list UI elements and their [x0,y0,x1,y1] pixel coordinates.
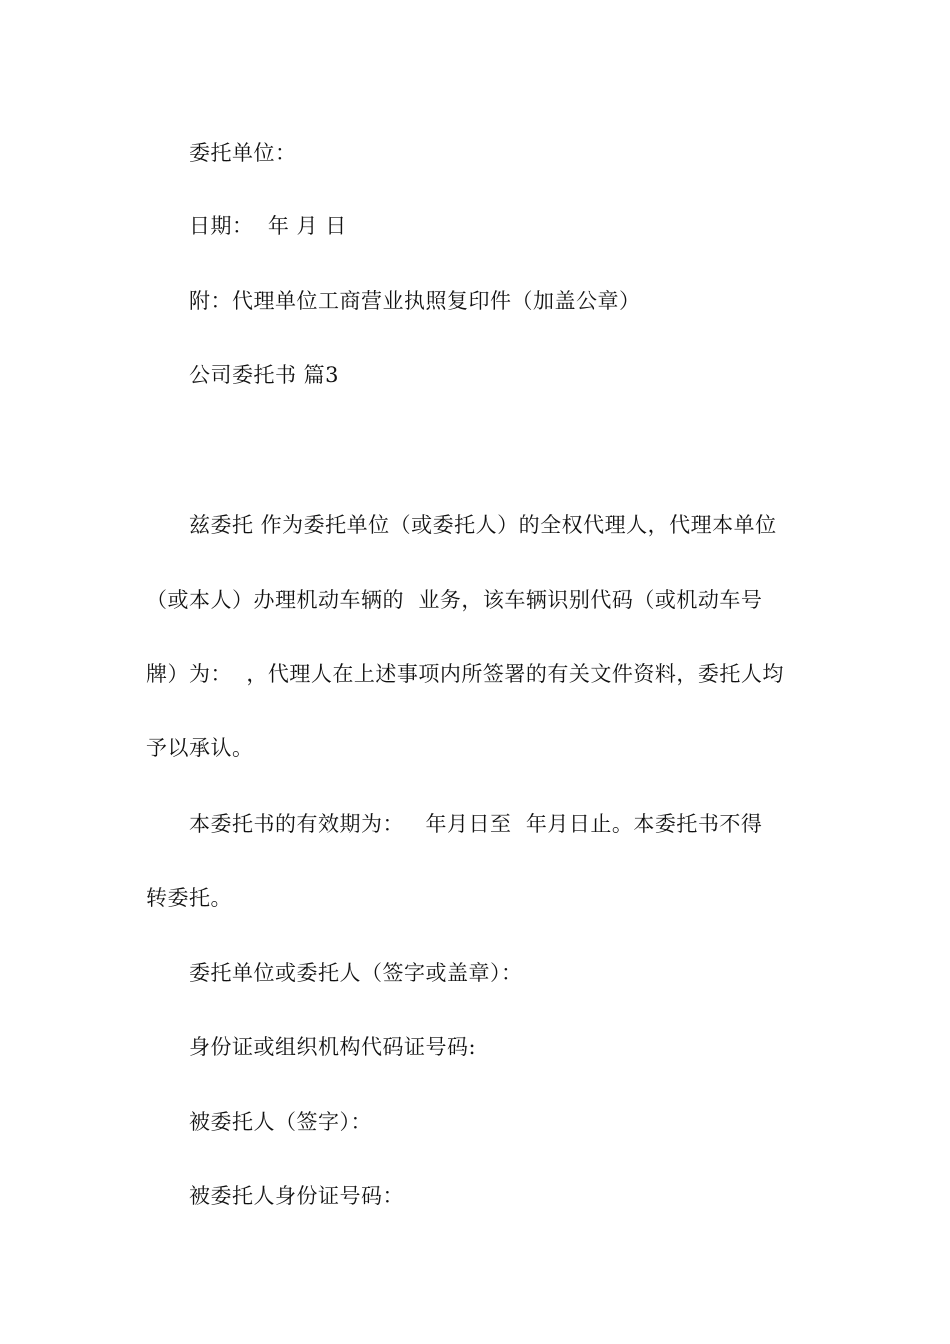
paragraph-1-line-4: 予以承认。 [146,736,254,760]
paragraph-1-line-2: （或本人）办理机动车辆的 业务，该车辆识别代码（或机动车号 [146,588,763,612]
date-line: 日期： 年 月 日 [189,214,347,238]
entrusting-unit-line: 委托单位： [189,141,297,165]
paragraph-1-line-1: 兹委托 作为委托单位（或委托人）的全权代理人，代理本单位 [189,513,777,537]
agent-signature-line: 被委托人（签字）： [189,1110,372,1134]
signature-line: 委托单位或委托人（签字或盖章）： [189,961,523,985]
attachment-line: 附：代理单位工商营业执照复印件（加盖公章） [189,289,641,313]
paragraph-2-line-2: 转委托。 [146,886,232,910]
paragraph-1-line-3: 牌）为： ，代理人在上述事项内所签署的有关文件资料，委托人均 [146,662,784,686]
agent-id-line: 被委托人身份证号码： [189,1184,404,1208]
id-number-line: 身份证或组织机构代码证号码: [189,1035,477,1059]
paragraph-2-line-1: 本委托书的有效期为： 年月日至 年月日止。本委托书不得 [189,812,763,836]
section-heading: 公司委托书 篇3 [189,363,340,387]
